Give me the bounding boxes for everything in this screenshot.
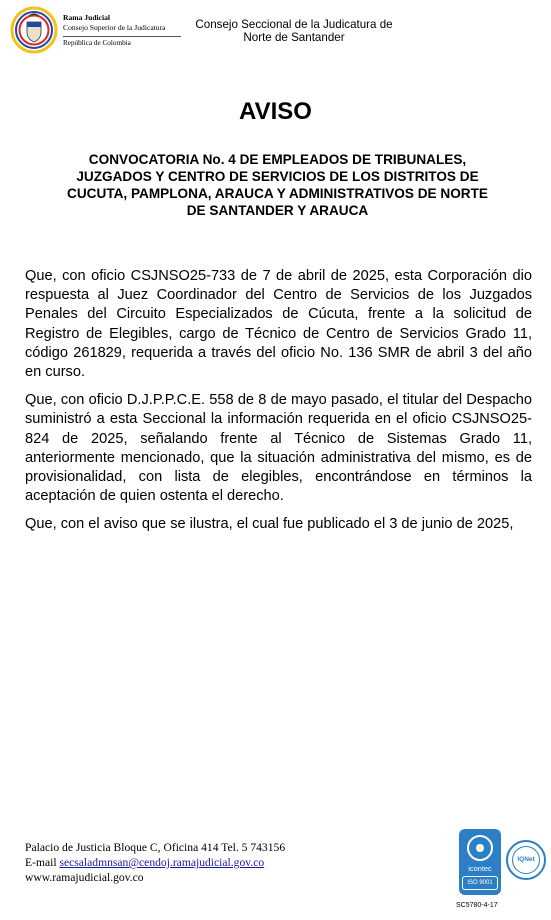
divider bbox=[63, 36, 181, 37]
certificate-code: SC5780-4-17 bbox=[456, 902, 498, 909]
letterhead bbox=[10, 6, 550, 54]
subtitle-line: DE SANTANDER Y ARAUCA bbox=[186, 203, 369, 218]
email-link[interactable]: secsaladmnsan@cendoj.ramajudicial.gov.co bbox=[59, 856, 265, 869]
body-paragraph: Que, con oficio D.J.P.P.C.E. 558 de 8 de mayo pasado, el titular del Despacho suministró a esta Seccional la información requerida en el oficio CSJNSO25-824 de 2025, señalando frente al Técnico de Sistemas Grado 11, anteriormente mencionado, que la situación administrativa del mismo, es de provisionalidad, con lista de elegibles, encontrándose en términos la aceptación de quien ostenta el derecho. bbox=[25, 392, 532, 505]
document-body bbox=[25, 267, 532, 544]
footer-address: Palacio de Justicia Bloque C, Oficina 414 Tel. 5 743156 bbox=[25, 841, 286, 854]
council-line-1: Consejo Seccional de la Judicatura de bbox=[195, 18, 393, 31]
council-name bbox=[189, 18, 399, 44]
body-paragraph: Que, con oficio CSJNSO25-733 de 7 de abril de 2025, esta Corporación dio respuesta al Juez Coordinador del Centro de Servicios de los Juzgados Penales del Circuito Especializados de Cúcuta, frente a la solicitud de Registro de Elegibles, cargo de Técnico de Centro de Servicios Grado 11, código 261829, requerida a través del oficio No. 136 SMR de abril 3 del año en curso. bbox=[25, 268, 532, 381]
iso-label: ISO 9001 bbox=[462, 876, 498, 890]
icontec-certification-logo bbox=[459, 829, 501, 895]
footer-email-line bbox=[25, 855, 285, 870]
footer-website: www.ramajudicial.gov.co bbox=[25, 871, 144, 884]
org-line-2: Consejo Superior de la Judicatura bbox=[63, 23, 166, 32]
iqnet-certification-logo bbox=[506, 840, 546, 880]
document-subtitle bbox=[40, 151, 515, 219]
footer-contact bbox=[25, 840, 285, 885]
org-line-1: Rama Judicial bbox=[63, 13, 111, 22]
body-paragraph: Que, con el aviso que se ilustra, el cual fue publicado el 3 de junio de 2025, bbox=[25, 516, 514, 533]
judicial-branch-name bbox=[63, 13, 183, 33]
iqnet-label: IQNet bbox=[512, 846, 540, 874]
document-title: AVISO bbox=[239, 98, 312, 125]
subtitle-line: CONVOCATORIA No. 4 DE EMPLEADOS DE TRIBUNALES, bbox=[88, 152, 467, 167]
icontec-icon bbox=[467, 835, 493, 861]
coat-of-arms-icon bbox=[10, 6, 60, 54]
country-name: República de Colombia bbox=[63, 39, 131, 47]
subtitle-line: JUZGADOS Y CENTRO DE SERVICIOS DE LOS DISTRITOS DE bbox=[76, 169, 479, 184]
subtitle-line: CUCUTA, PAMPLONA, ARAUCA Y ADMINISTRATIVOS DE NORTE bbox=[67, 186, 488, 201]
icontec-label: icontec bbox=[468, 864, 492, 873]
email-label: E-mail bbox=[25, 856, 60, 869]
council-line-2: Norte de Santander bbox=[243, 31, 345, 44]
